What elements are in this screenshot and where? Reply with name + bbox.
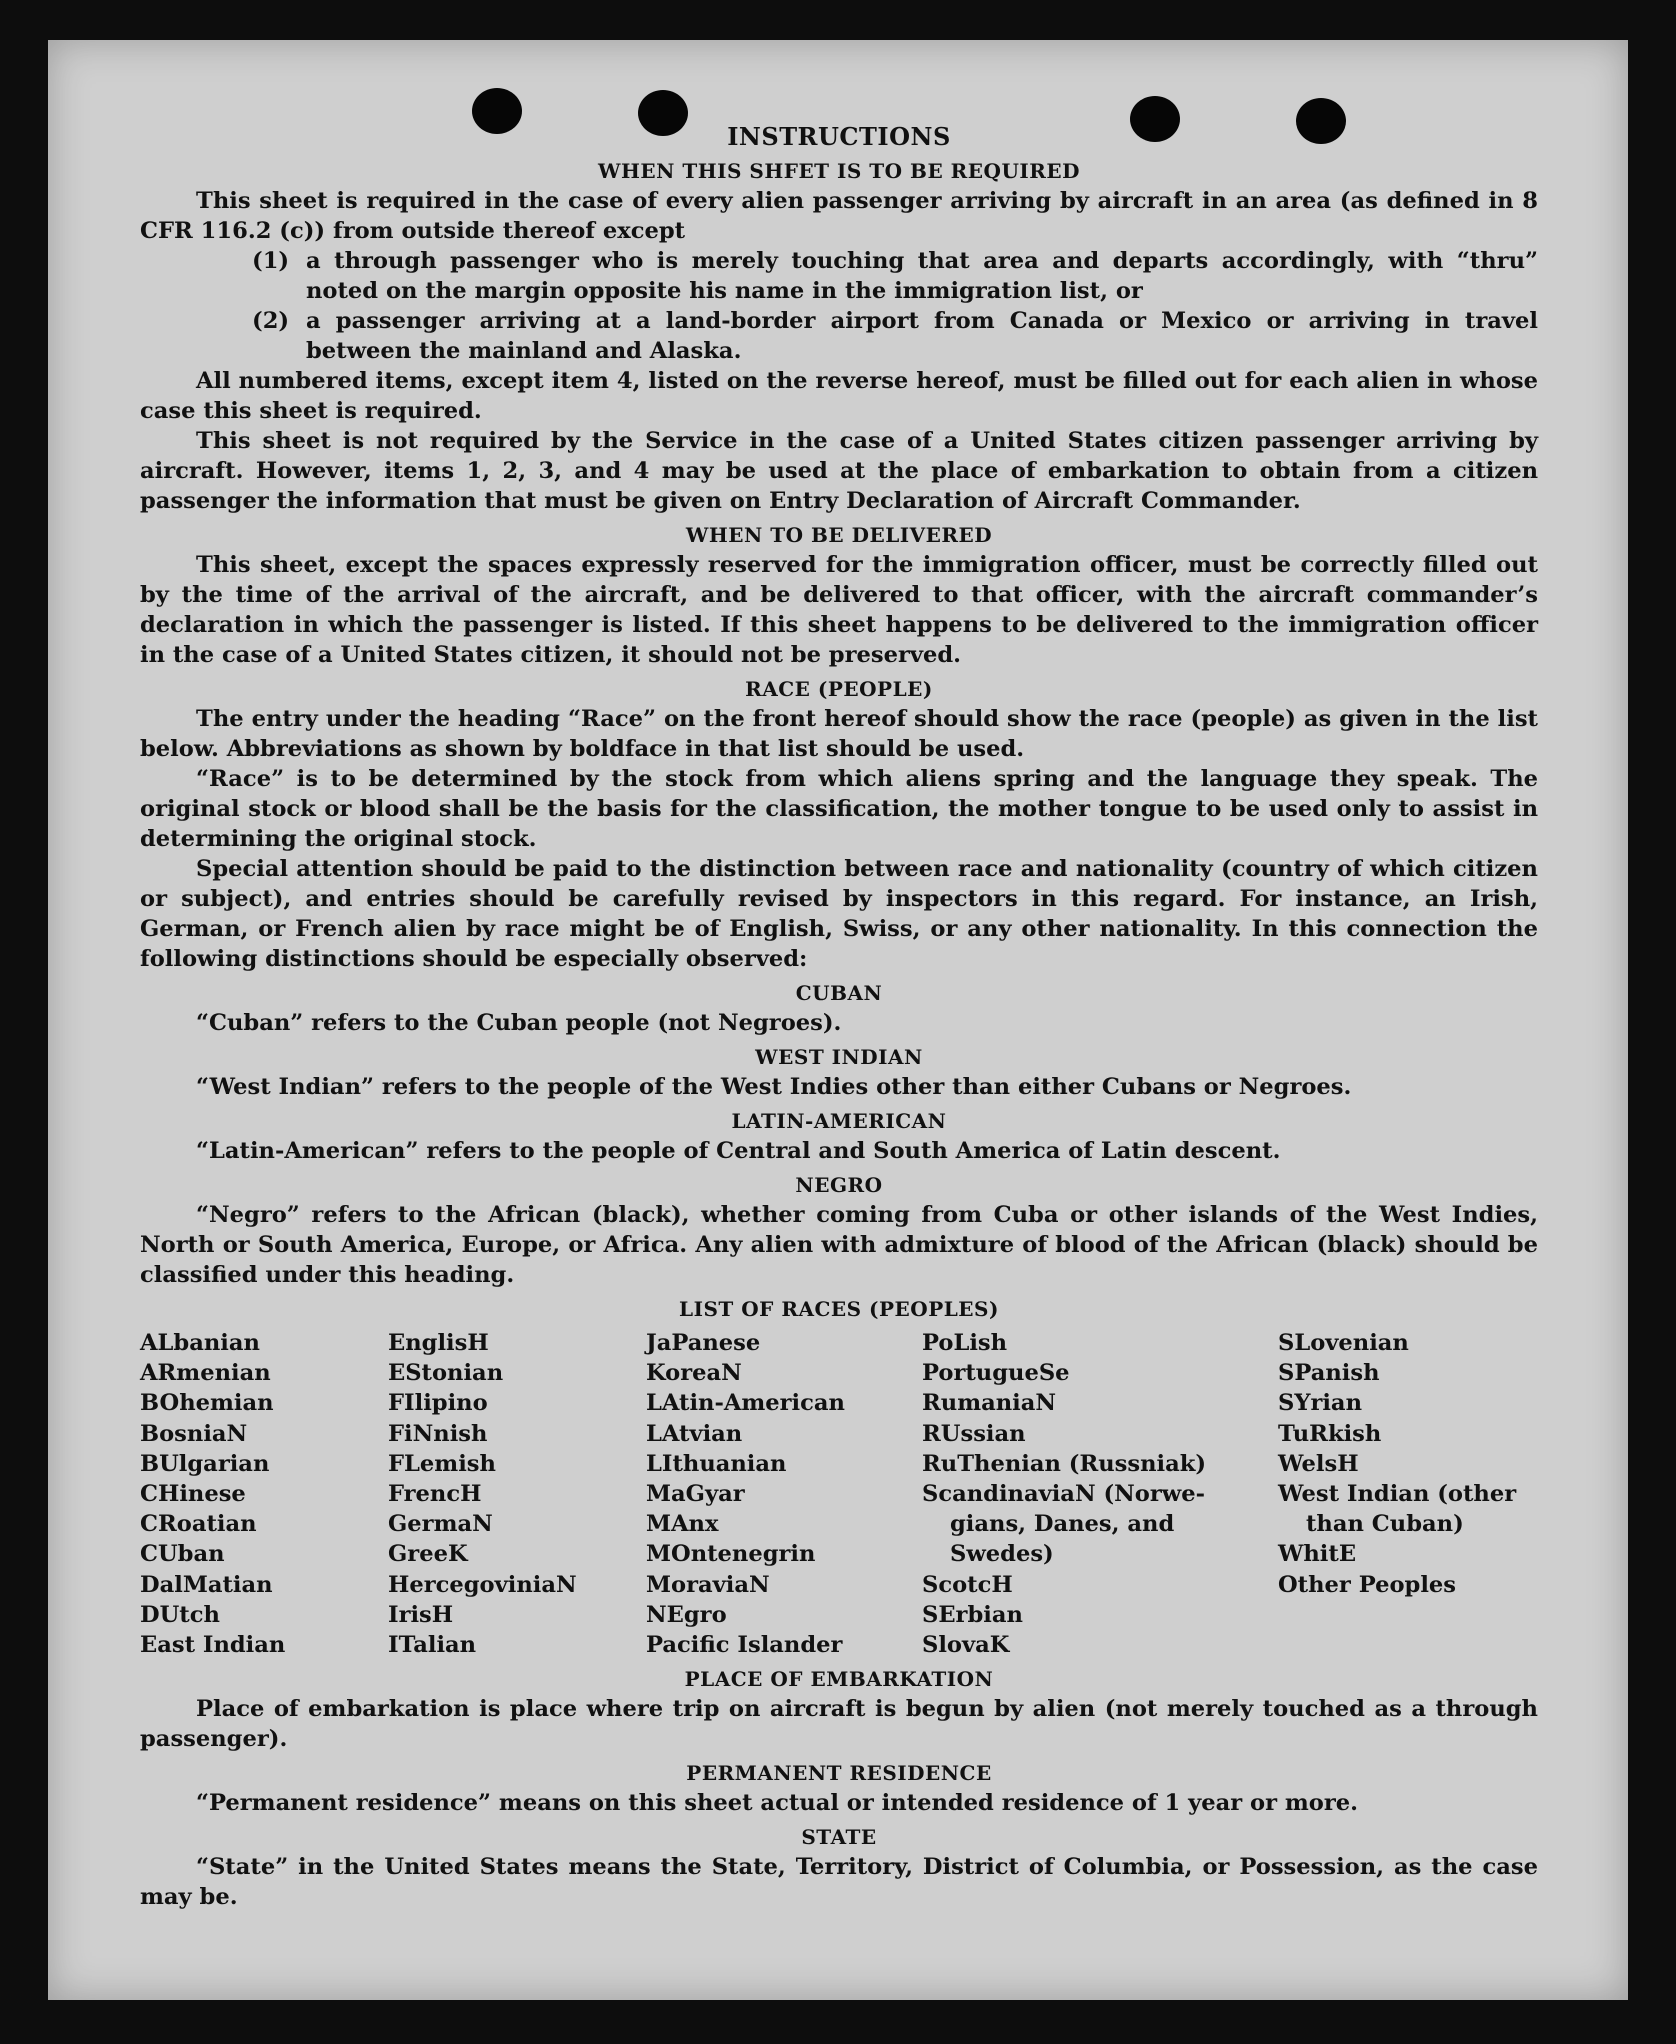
races-column bbox=[1278, 1328, 1528, 1660]
list-of-races-heading: LIST OF RACES (PEOPLES) bbox=[679, 1297, 999, 1321]
race-item: EnglisH bbox=[388, 1330, 489, 1356]
race-item: IrisH bbox=[388, 1601, 454, 1628]
permanent-residence-text: “Permanent residence” means on this sheet actual or intended residence of 1 year or more. bbox=[196, 1790, 1359, 1817]
race-item: EStonian bbox=[388, 1360, 504, 1387]
race-item: ARmenian bbox=[140, 1360, 271, 1387]
permanent-residence-heading: PERMANENT RESIDENCE bbox=[686, 1761, 992, 1786]
race-item: CRoatian bbox=[140, 1511, 257, 1538]
latin-american-text: “Latin-American” refers to the people of Central and South America of Latin descent. bbox=[196, 1138, 1281, 1164]
race-item: RuThenian (Russniak) bbox=[922, 1450, 1207, 1477]
race-item: SlovaK bbox=[922, 1632, 1010, 1659]
race-item: MOntenegrin bbox=[646, 1541, 816, 1568]
race-item: ScandinaviaN (Norwe- bbox=[922, 1481, 1205, 1508]
west-indian-heading: WEST INDIAN bbox=[755, 1045, 923, 1069]
race-item: JaPanese bbox=[646, 1330, 761, 1356]
race-item: SPanish bbox=[1278, 1360, 1380, 1387]
race-item: LAtin-American bbox=[646, 1390, 845, 1417]
race-item: RumaniaN bbox=[922, 1390, 1057, 1417]
race-item: CUban bbox=[140, 1541, 225, 1568]
race-heading: RACE (PEOPLE) bbox=[745, 677, 933, 701]
race-paragraph: “Race” is to be determined by the stock from which aliens spring and the language they speak. The original stock or blood shall be the basis for the classification, the mother tongue to be used only to assist in determining the original stock. bbox=[140, 766, 1538, 852]
race-item: CHinese bbox=[140, 1481, 246, 1508]
races-column bbox=[646, 1328, 922, 1660]
race-item: Other Peoples bbox=[1278, 1571, 1456, 1598]
exception-item bbox=[252, 246, 1538, 306]
race-item: FrencH bbox=[388, 1481, 482, 1508]
races-list bbox=[140, 1328, 1538, 1660]
race-item: West Indian (other bbox=[1278, 1481, 1517, 1508]
race-item: FLemish bbox=[388, 1450, 496, 1477]
race-item: ScotcH bbox=[922, 1571, 1013, 1598]
race-item: gians, Danes, and bbox=[950, 1511, 1175, 1538]
embarkation-heading: PLACE OF EMBARKATION bbox=[684, 1667, 994, 1692]
race-item: than Cuban) bbox=[1306, 1511, 1464, 1538]
page-title: INSTRUCTIONS bbox=[727, 122, 951, 151]
race-item: PortugueSe bbox=[922, 1360, 1070, 1387]
exception-text: a passenger arriving at a land-border airport from Canada or Mexico or arriving in travel between the mainland and Alaska. bbox=[306, 308, 1538, 364]
race-item: NEgro bbox=[646, 1601, 727, 1628]
races-column bbox=[922, 1328, 1278, 1660]
cuban-heading: CUBAN bbox=[795, 981, 883, 1005]
race-item: HercegoviniaN bbox=[388, 1571, 577, 1598]
race-item: East Indian bbox=[140, 1632, 286, 1659]
race-item: MaGyar bbox=[646, 1481, 745, 1508]
document-sheet bbox=[48, 40, 1628, 2000]
race-item: FIlipino bbox=[388, 1390, 488, 1417]
race-item: FiNnish bbox=[388, 1420, 488, 1447]
race-item: RUssian bbox=[922, 1420, 1026, 1447]
races-column bbox=[140, 1328, 388, 1660]
race-item: WhitE bbox=[1278, 1541, 1357, 1568]
required-paragraph: This sheet is not required by the Service in the case of a United States citizen passenger arriving by aircraft. However, items 1, 2, 3, and 4 may be used at the place of embarkation to obtain from a citizen passenger the information that must be given on Entry Declaration of Aircraft Commander. bbox=[140, 428, 1538, 514]
race-item: DalMatian bbox=[140, 1571, 273, 1598]
required-heading: WHEN THIS SHFET IS TO BE REQUIRED bbox=[598, 159, 1080, 183]
delivered-paragraph: This sheet, except the spaces expressly reserved for the immigration officer, must be correctly filled out by the time of the arrival of the aircraft, and be delivered to that officer, with the aircraft commander’s declaration in which the passenger is listed. If this sheet happens to be delivered to the immigration officer in the case of a United States citizen, it should not be preserved. bbox=[140, 552, 1538, 668]
required-intro: This sheet is required in the case of every alien passenger arriving by aircraft in an area (as defined in 8 CFR 116.2 (c)) from outside thereof except bbox=[140, 188, 1538, 244]
state-heading: STATE bbox=[801, 1825, 877, 1850]
race-item: SYrian bbox=[1278, 1390, 1362, 1417]
race-paragraph: Special attention should be paid to the distinction between race and nationality (country of which citizen or subject), and entries should be carefully revised by inspectors in this regard. For instance, an Irish, German, or French alien by race might be of English, Swiss, or any other nationality. In this connection the following distinctions should be especially observed: bbox=[140, 856, 1538, 972]
race-item: LAtvian bbox=[646, 1420, 743, 1447]
exception-number: (1) bbox=[252, 248, 290, 274]
race-item: Pacific Islander bbox=[646, 1632, 843, 1659]
race-item: GreeK bbox=[388, 1541, 468, 1568]
instructions-content bbox=[140, 122, 1538, 1912]
race-paragraph: The entry under the heading “Race” on the front hereof should show the race (people) as given in the list below. Abbreviations as shown by boldface in that list should be used. bbox=[140, 706, 1538, 762]
required-paragraph: All numbered items, except item 4, listed on the reverse hereof, must be filled out for each alien in whose case this sheet is required. bbox=[140, 368, 1538, 424]
exception-item bbox=[252, 306, 1538, 366]
race-item: SErbian bbox=[922, 1601, 1023, 1628]
cuban-text: “Cuban” refers to the Cuban people (not Negroes). bbox=[196, 1010, 842, 1036]
races-column bbox=[388, 1328, 646, 1660]
latin-american-heading: LATIN-AMERICAN bbox=[731, 1109, 947, 1133]
state-text: “State” in the United States means the State, Territory, District of Columbia, or Possession, as the case may be. bbox=[140, 1854, 1538, 1911]
race-item: TuRkish bbox=[1278, 1420, 1382, 1447]
race-item: SLovenian bbox=[1278, 1330, 1409, 1356]
west-indian-text: “West Indian” refers to the people of the West Indies other than either Cubans or Negroes. bbox=[196, 1074, 1352, 1100]
race-item: BosniaN bbox=[140, 1420, 248, 1447]
embarkation-text: Place of embarkation is place where trip on aircraft is begun by alien (not merely touched as a through passenger). bbox=[140, 1696, 1538, 1753]
race-item: LIthuanian bbox=[646, 1450, 787, 1477]
race-item: BOhemian bbox=[140, 1390, 274, 1417]
race-item: Swedes) bbox=[950, 1541, 1054, 1568]
delivered-heading: WHEN TO BE DELIVERED bbox=[685, 523, 993, 547]
race-item: KoreaN bbox=[646, 1360, 742, 1387]
race-item: WelsH bbox=[1278, 1450, 1359, 1477]
race-item: PoLish bbox=[922, 1330, 1008, 1356]
race-item: DUtch bbox=[140, 1601, 220, 1628]
race-item: MAnx bbox=[646, 1511, 719, 1538]
exception-number: (2) bbox=[252, 308, 290, 334]
negro-heading: NEGRO bbox=[795, 1173, 883, 1197]
negro-text: “Negro” refers to the African (black), whether coming from Cuba or other islands of the West Indies, North or South America, Europe, or Africa. Any alien with admixture of blood of the African (black) should be classified under this heading. bbox=[140, 1202, 1538, 1288]
race-item: MoraviaN bbox=[646, 1571, 770, 1598]
race-item: ALbanian bbox=[140, 1330, 260, 1356]
exception-text: a through passenger who is merely touching that area and departs accordingly, with “thru” noted on the margin opposite his name in the immigration list, or bbox=[306, 248, 1538, 304]
race-item: BUlgarian bbox=[140, 1450, 270, 1477]
race-item: ITalian bbox=[388, 1632, 477, 1659]
race-item: GermaN bbox=[388, 1511, 493, 1538]
